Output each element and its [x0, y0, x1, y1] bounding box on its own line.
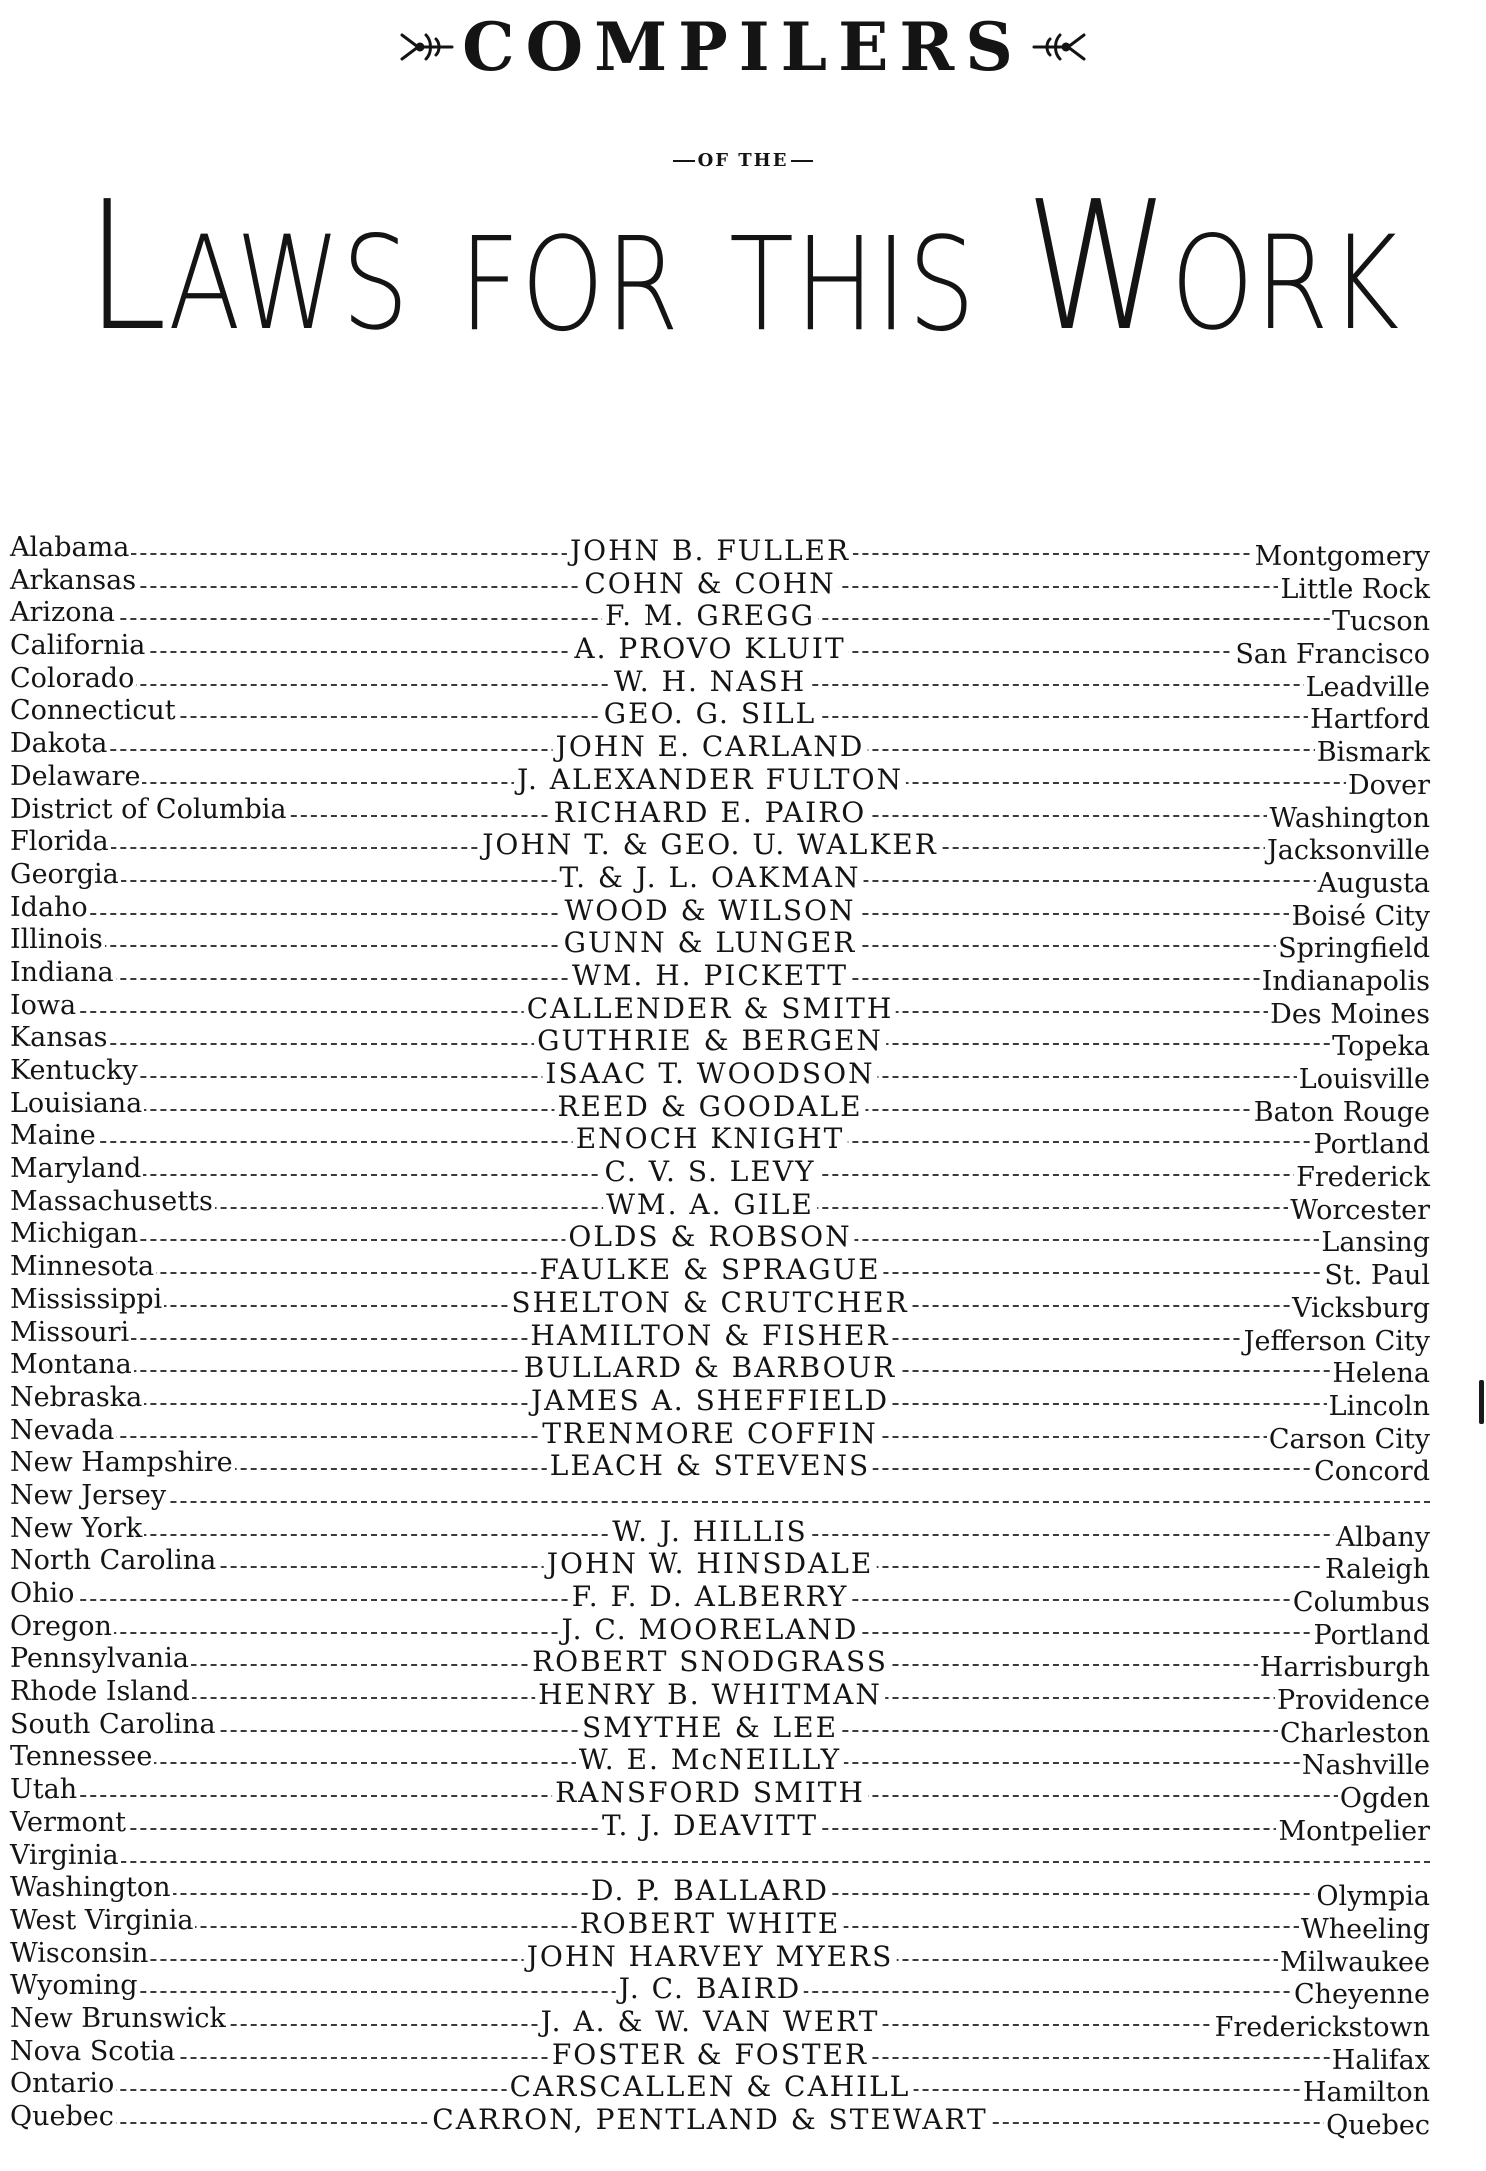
list-item — [10, 1708, 1430, 1749]
city-name: Lansing — [1321, 1227, 1430, 1259]
state-name: Alabama — [10, 532, 130, 563]
compiler-name: COHN & COHN — [581, 568, 838, 601]
compiler-name: JAMES A. SHEFFIELD — [528, 1385, 892, 1418]
compiler-name: ISAAC T. WOODSON — [542, 1058, 877, 1091]
city-name: Nashville — [1301, 1750, 1430, 1782]
compilers-list — [10, 532, 1430, 2141]
state-name: Wisconsin — [10, 1937, 149, 1969]
list-item — [10, 1676, 1430, 1717]
title-word — [85, 163, 410, 371]
city-name: Boisé City — [1291, 900, 1430, 932]
list-item — [10, 1839, 1430, 1876]
city-name: Leadville — [1305, 671, 1430, 703]
city-name: Portland — [1313, 1619, 1430, 1651]
leader-dots — [10, 1501, 1430, 1503]
list-item — [10, 1741, 1430, 1782]
compiler-name: JOHN W. HINSDALE — [544, 1548, 877, 1581]
list-item — [10, 1185, 1430, 1226]
state-name: North Carolina — [10, 1545, 217, 1577]
list-item — [10, 1022, 1430, 1063]
state-name: Maine — [10, 1120, 96, 1152]
city-name: Dover — [1347, 769, 1430, 801]
state-name: New Jersey — [10, 1479, 167, 1511]
city-name: Tucson — [1331, 606, 1430, 638]
state-name: New Brunswick — [10, 2002, 226, 2034]
list-item — [10, 2002, 1430, 2043]
margin-mark — [1479, 1380, 1484, 1424]
state-name: Vermont — [10, 1806, 127, 1838]
list-item — [10, 793, 1430, 834]
state-name: Nebraska — [10, 1381, 143, 1413]
compiler-name: W. J. HILLIS — [609, 1516, 810, 1549]
state-name: Florida — [10, 826, 109, 858]
list-item — [10, 597, 1430, 638]
compiler-name: W. E. McNEILLY — [576, 1744, 844, 1777]
compiler-name: WM. A. GILE — [603, 1189, 817, 1222]
list-item — [10, 826, 1430, 867]
compiler-name: D. P. BALLARD — [588, 1875, 832, 1908]
list-item — [10, 1512, 1430, 1553]
state-name: Iowa — [10, 989, 77, 1021]
city-name: Columbus — [1292, 1587, 1430, 1618]
list-item — [10, 1578, 1430, 1618]
list-item — [10, 1610, 1430, 1651]
city-name: Wheeling — [1300, 1913, 1430, 1945]
city-name: Ogden — [1339, 1783, 1430, 1815]
state-name: Mississippi — [10, 1283, 163, 1315]
city-name: Halifax — [1331, 2044, 1430, 2076]
dash-right — [791, 160, 813, 162]
city-name: Vicksburg — [1292, 1292, 1430, 1324]
state-name: Arkansas — [10, 564, 137, 596]
state-name: Pennsylvania — [10, 1643, 189, 1675]
compiler-name: SMYTHE & LEE — [579, 1712, 841, 1745]
title-word — [729, 209, 977, 360]
city-name: San Francisco — [1235, 639, 1430, 671]
compiler-name: WOOD & WILSON — [562, 895, 859, 928]
city-name: Augusta — [1317, 867, 1430, 899]
of-the-subheading — [0, 150, 1486, 171]
state-name: Michigan — [10, 1218, 139, 1250]
compiler-name: J. C. MOORELAND — [559, 1614, 862, 1647]
title-capital: L — [85, 163, 169, 371]
compiler-name: CARSCALLEN & CAHILL — [507, 2071, 914, 2104]
list-item — [10, 760, 1430, 801]
list-item — [10, 695, 1430, 736]
city-name: Harrisburgh — [1259, 1652, 1430, 1684]
title-rest: THIS — [729, 209, 977, 360]
compiler-name: J. A. & W. VAN WERT — [538, 2006, 883, 2039]
compiler-name: A. PROVO KLUIT — [571, 633, 848, 666]
list-item — [10, 630, 1430, 671]
city-name: Des Moines — [1270, 998, 1430, 1030]
city-name: Hartford — [1310, 704, 1430, 736]
state-name: Nevada — [10, 1414, 115, 1446]
compiler-name: W. H. NASH — [611, 666, 809, 699]
state-name: Kentucky — [10, 1055, 138, 1086]
city-name: Olympia — [1316, 1881, 1430, 1913]
state-name: Illinois — [10, 924, 103, 956]
city-name: Charleston — [1279, 1717, 1430, 1749]
state-name: California — [10, 630, 146, 662]
state-name: Louisiana — [10, 1087, 143, 1119]
compiler-name: GUNN & LUNGER — [561, 927, 860, 960]
state-name: New York — [10, 1512, 143, 1544]
state-name: Georgia — [10, 858, 119, 890]
title-rest: FOR — [459, 209, 681, 360]
state-name: Utah — [10, 1774, 78, 1806]
list-item — [10, 1087, 1430, 1128]
list-item — [10, 564, 1430, 605]
list-item — [10, 858, 1430, 899]
list-item — [10, 1806, 1430, 1847]
state-name: Maryland — [10, 1153, 142, 1185]
list-item — [10, 728, 1430, 769]
list-item — [10, 1479, 1430, 1516]
compiler-name: LEACH & STEVENS — [547, 1450, 873, 1483]
state-name: West Virginia — [10, 1904, 194, 1936]
compiler-name: J. C. BAIRD — [616, 1973, 804, 2006]
list-item — [10, 1283, 1430, 1324]
city-name: Raleigh — [1325, 1554, 1430, 1586]
list-item — [10, 1970, 1430, 2011]
city-name: Quebec — [1326, 2110, 1430, 2141]
compiler-name: T. & J. L. OAKMAN — [557, 862, 864, 895]
list-item — [10, 891, 1430, 932]
state-name: Oregon — [10, 1610, 112, 1642]
city-name: Frederickstown — [1214, 2011, 1430, 2043]
list-item — [10, 532, 1430, 572]
compiler-name: JOHN HARVEY MYERS — [524, 1941, 897, 1974]
title-rest: ORK — [1170, 208, 1401, 359]
compiler-name: F. M. GREGG — [602, 600, 818, 633]
title-rest: AWS — [168, 208, 410, 359]
city-name: Albany — [1335, 1521, 1430, 1553]
city-name: Cheyenne — [1293, 1979, 1430, 2011]
compiler-name: JOHN T. & GEO. U. WALKER — [479, 829, 941, 862]
compiler-name: REED & GOODALE — [554, 1091, 865, 1124]
city-name: Bismark — [1316, 737, 1430, 769]
compiler-name: BULLARD & BARBOUR — [521, 1352, 899, 1385]
list-item — [10, 1218, 1430, 1259]
city-name: Springfield — [1278, 933, 1430, 965]
city-name: Baton Rouge — [1253, 1096, 1430, 1128]
state-name: Nova Scotia — [10, 2035, 176, 2067]
city-name: St. Paul — [1324, 1260, 1430, 1292]
state-name: Minnesota — [10, 1251, 155, 1283]
compiler-name: JOHN E. CARLAND — [553, 731, 868, 764]
compiler-name: TRENMORE COFFIN — [539, 1418, 881, 1451]
state-name: Arizona — [10, 597, 116, 629]
list-item — [10, 989, 1430, 1030]
of-the-text: OF THE — [697, 150, 789, 171]
compiler-name: HAMILTON & FISHER — [527, 1320, 892, 1353]
list-item — [10, 956, 1430, 997]
page-title — [0, 163, 1486, 371]
compiler-name: ROBERT WHITE — [577, 1908, 844, 1941]
list-item — [10, 662, 1430, 703]
city-name: Hamilton — [1302, 2077, 1430, 2109]
compiler-name: C. V. S. LEVY — [601, 1156, 818, 1189]
left-flourish-icon — [396, 25, 456, 69]
city-name: Jacksonville — [1266, 835, 1430, 867]
state-name: Wyoming — [10, 1970, 138, 2002]
state-name: Tennessee — [10, 1741, 153, 1773]
city-name: Topeka — [1332, 1031, 1430, 1063]
list-item — [10, 1349, 1430, 1390]
state-name: Rhode Island — [10, 1676, 190, 1708]
city-name: Worcester — [1290, 1194, 1430, 1226]
state-name: Quebec — [10, 2101, 114, 2132]
state-name: Ontario — [10, 2068, 115, 2100]
list-item — [10, 1643, 1430, 1684]
title-word — [459, 209, 681, 360]
list-item — [10, 1774, 1430, 1815]
city-name: Jefferson City — [1243, 1325, 1430, 1357]
list-item — [10, 1055, 1430, 1095]
compiler-name: HENRY B. WHITMAN — [535, 1679, 885, 1712]
list-item — [10, 1153, 1430, 1194]
list-item — [10, 1120, 1430, 1161]
city-name: Milwaukee — [1280, 1946, 1430, 1978]
state-name: New Hampshire — [10, 1447, 233, 1479]
compiler-name: CARRON, PENTLAND & STEWART — [429, 2104, 990, 2137]
state-name: Indiana — [10, 956, 114, 988]
list-item — [10, 1447, 1430, 1488]
list-item — [10, 1545, 1430, 1586]
list-item — [10, 924, 1430, 965]
list-item — [10, 1251, 1430, 1292]
list-item — [10, 1937, 1430, 1978]
state-name: Missouri — [10, 1316, 130, 1348]
compiler-name: FAULKE & SPRAGUE — [536, 1254, 883, 1287]
state-name: Dakota — [10, 728, 108, 760]
compiler-name: WM. H. PICKETT — [569, 960, 851, 993]
city-name: Montpelier — [1278, 1815, 1430, 1847]
city-name: Concord — [1314, 1456, 1430, 1488]
compiler-name: J. ALEXANDER FULTON — [514, 764, 906, 797]
state-name: Delaware — [10, 760, 141, 792]
dash-left — [673, 160, 695, 162]
compiler-name: FOSTER & FOSTER — [549, 2039, 871, 2072]
list-item — [10, 2035, 1430, 2076]
compiler-name: SHELTON & CRUTCHER — [508, 1287, 911, 1320]
city-name: Providence — [1277, 1685, 1430, 1717]
state-name: Ohio — [10, 1578, 75, 1609]
city-name: Helena — [1332, 1358, 1430, 1390]
compiler-name: RICHARD E. PAIRO — [551, 797, 869, 830]
state-name: District of Columbia — [10, 793, 287, 825]
list-item — [10, 1904, 1430, 1945]
state-name: Virginia — [10, 1839, 119, 1871]
list-item — [10, 1414, 1430, 1455]
compiler-name: JOHN B. FULLER — [567, 535, 853, 568]
city-name: Frederick — [1296, 1162, 1430, 1194]
compiler-name: OLDS & ROBSON — [565, 1221, 854, 1254]
city-name: Portland — [1313, 1129, 1430, 1161]
leader-dots — [10, 1861, 1430, 1863]
header-compilers — [0, 2, 1486, 92]
compiler-name: T. J. DEAVITT — [599, 1810, 821, 1843]
city-name: Carson City — [1268, 1423, 1430, 1455]
list-item — [10, 1381, 1430, 1422]
list-item — [10, 2068, 1430, 2109]
compilers-heading: COMPILERS — [462, 8, 1024, 86]
compiler-name: GEO. G. SILL — [601, 698, 820, 731]
list-item — [10, 2101, 1430, 2141]
state-name: Massachusetts — [10, 1185, 213, 1217]
compiler-name: RANSFORD SMITH — [552, 1777, 868, 1810]
compiler-name: ENOCH KNIGHT — [573, 1123, 848, 1156]
state-name: Colorado — [10, 662, 135, 694]
state-name: Kansas — [10, 1022, 108, 1054]
city-name: Montgomery — [1254, 541, 1430, 572]
compiler-name: GUTHRIE & BERGEN — [534, 1025, 886, 1058]
title-word — [1025, 163, 1401, 371]
right-flourish-icon — [1030, 25, 1090, 69]
compiler-name: CALLENDER & SMITH — [524, 993, 896, 1026]
list-item — [10, 1316, 1430, 1357]
city-name: Louisville — [1298, 1064, 1430, 1095]
state-name: Montana — [10, 1349, 132, 1381]
state-name: Idaho — [10, 891, 88, 923]
city-name: Washington — [1269, 802, 1430, 834]
state-name: South Carolina — [10, 1708, 216, 1740]
compiler-name: F. F. D. ALBERRY — [569, 1581, 852, 1614]
list-item — [10, 1872, 1430, 1913]
state-name: Washington — [10, 1872, 171, 1904]
title-capital: W — [1025, 163, 1171, 371]
city-name: Little Rock — [1280, 573, 1430, 605]
state-name: Connecticut — [10, 695, 176, 727]
city-name: Indianapolis — [1261, 965, 1430, 997]
compiler-name: ROBERT SNODGRASS — [529, 1646, 891, 1679]
city-name: Lincoln — [1328, 1390, 1430, 1422]
